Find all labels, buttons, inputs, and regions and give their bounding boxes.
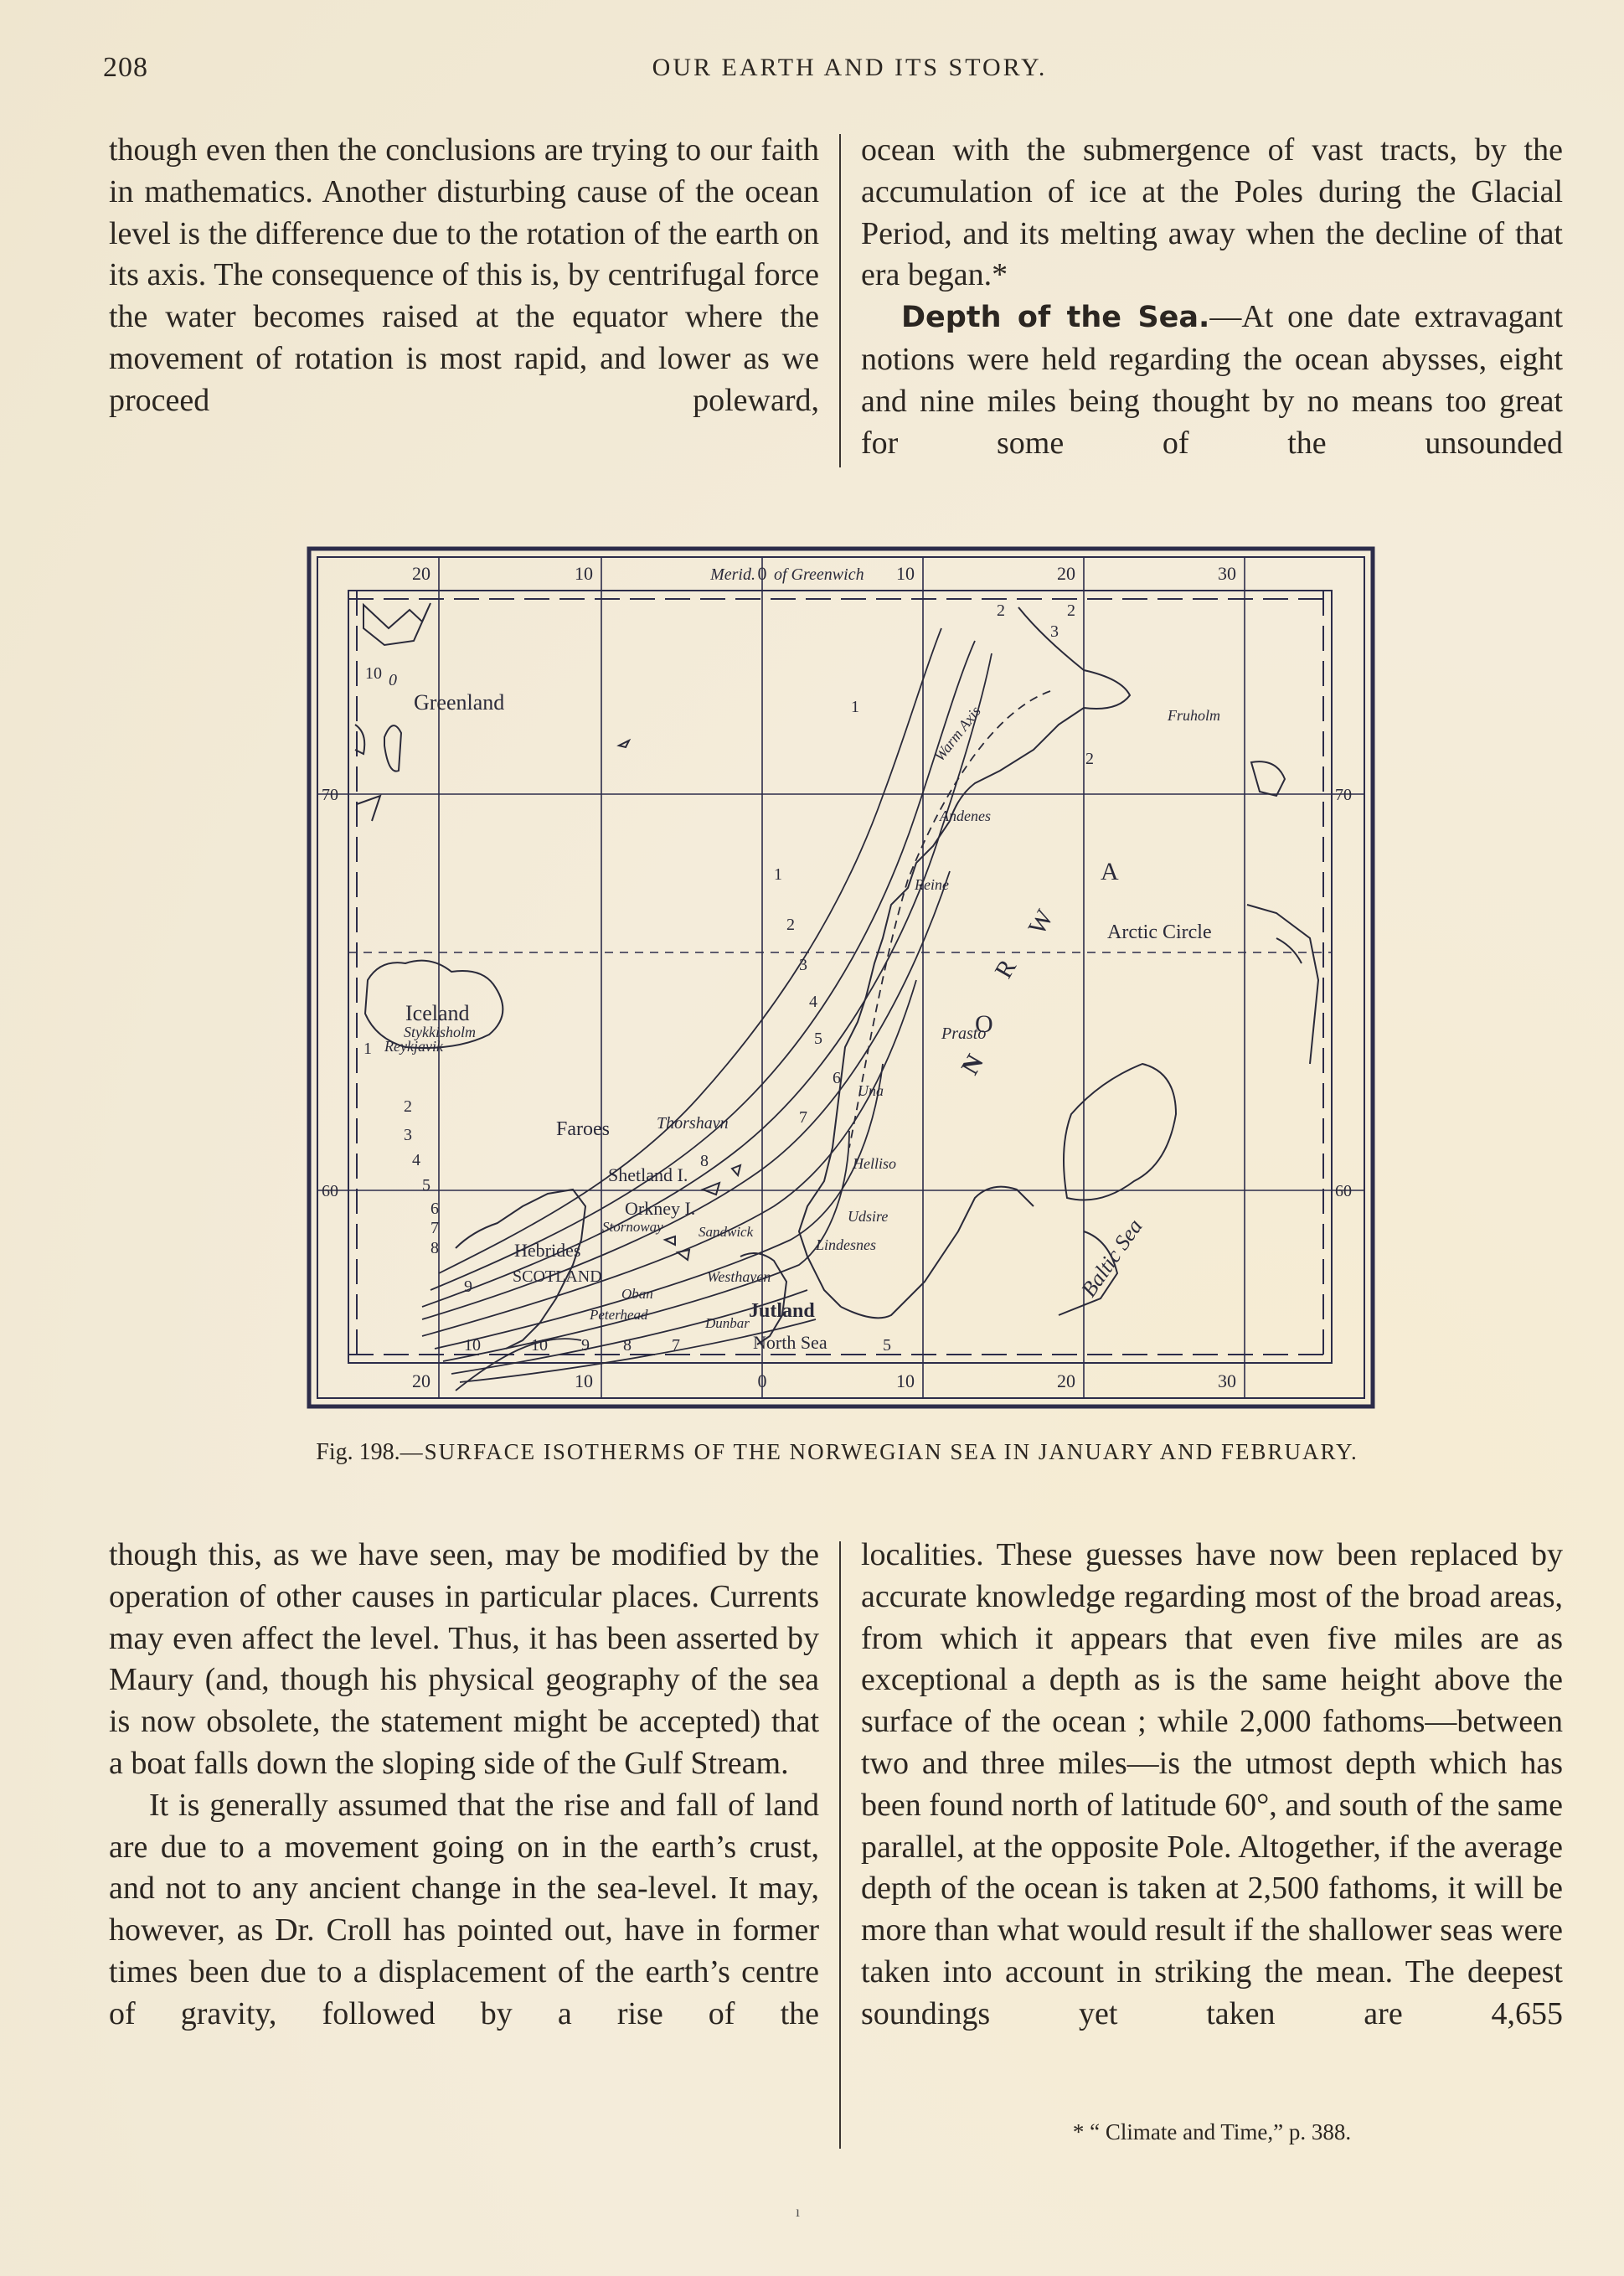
jan-mayen xyxy=(619,741,629,747)
bottom-tick-label: 20 xyxy=(1057,1370,1075,1391)
page-number: 208 xyxy=(103,52,148,83)
isotherm-label: 3 xyxy=(1050,622,1059,641)
isotherm-5 xyxy=(422,980,916,1336)
norway-letter: N xyxy=(956,1050,989,1080)
dunbar-label: Dunbar xyxy=(705,1315,750,1331)
peterhead-label: Peterhead xyxy=(590,1307,648,1323)
isotherm-label: 2 xyxy=(1067,601,1075,620)
bottom-tick-label: 10 xyxy=(575,1370,593,1391)
isotherm-map-figure xyxy=(305,544,1377,1411)
top-tick-label: 30 xyxy=(1218,563,1236,584)
section-heading: Depth of the Sea. xyxy=(901,301,1210,335)
prasto-label: Prasto xyxy=(941,1024,987,1043)
top-tick-label: 20 xyxy=(1057,563,1075,584)
running-head: OUR EARTH AND ITS STORY. xyxy=(652,54,1048,81)
top-tick-label: 10 xyxy=(575,563,593,584)
paragraph-text: —At one date extravagant notions were held regarding the ocean abysses, eight and nine miles being thought by no means too great for some of the unsounded xyxy=(861,299,1563,461)
una-label: Una xyxy=(858,1082,884,1099)
russia-coast xyxy=(1251,761,1302,963)
paragraph: localities. These guesses have now been replaced by accurate knowledge regarding most of the broad areas, from which it appears that even five miles are as exceptional a depth as is the same height above the surface of the ocean ; while 2,000 fathoms—between two and three miles—is the utmost depth which has been found north of latitude 60°, and south of the same parallel, at the opposite Pole. Altogether, if the average depth of the ocean is taken at 2,500 fathoms, it will be more than what would result if the shallower seas were taken into account in striking the mean. The deepest soundings yet taken are 4,655 xyxy=(861,1537,1563,2031)
helliso-label: Helliso xyxy=(853,1155,896,1172)
lindesnes-label: Lindesnes xyxy=(816,1236,876,1253)
footnote: * “ Climate and Time,” p. 388. xyxy=(1072,2119,1352,2144)
hebrides-label: Hebrides xyxy=(514,1240,581,1261)
norway-letter: A xyxy=(1101,858,1119,885)
faroes-label: Faroes xyxy=(556,1118,610,1140)
isotherm-label: 6 xyxy=(833,1069,841,1087)
greenland-sub: 0 xyxy=(389,671,397,689)
isotherm-label: 2 xyxy=(404,1097,412,1116)
bottom-tick-label: 0 xyxy=(757,1370,767,1391)
isotherm-label: 7 xyxy=(430,1219,439,1237)
isotherm-1 xyxy=(439,628,941,1273)
top-tick-label: 20 xyxy=(412,563,430,584)
column-bottom-left xyxy=(109,1535,819,2036)
paragraph: though even then the conclusions are trying to our faith in mathematics. Another disturbing cause of the ocean level is the difference due to the rotation of the earth on its axis. The consequence of this is, by centrifugal force the water becomes raised at the equator where the movement of rotation is most rapid, and lower as we proceed poleward, xyxy=(109,132,819,418)
udsire-label: Udsire xyxy=(848,1208,889,1225)
greenland-south-coast xyxy=(357,796,380,821)
norway-letter: W xyxy=(1023,905,1059,940)
isotherm-label: 3 xyxy=(799,956,807,974)
isotherm-label: 7 xyxy=(799,1108,807,1127)
isotherm-label: 1 xyxy=(774,865,782,884)
isotherm-label: 9 xyxy=(464,1277,472,1296)
isotherm-label: 7 xyxy=(672,1336,680,1355)
isotherm-label: 5 xyxy=(422,1176,430,1195)
north-sea-label: North Sea xyxy=(753,1332,827,1353)
isotherm-label: 8 xyxy=(623,1336,632,1355)
reine-label: Reine xyxy=(915,876,949,893)
bottom-tick-label: 10 xyxy=(896,1370,915,1391)
isotherm-label: 9 xyxy=(581,1336,590,1355)
isotherm-label: 4 xyxy=(412,1151,420,1169)
greenland-fjords xyxy=(355,725,401,772)
norway-letter: O xyxy=(975,1010,993,1038)
greenland-number: 10 xyxy=(365,664,382,683)
isotherm-label: 8 xyxy=(700,1152,709,1170)
westhaven-label: Westhaven xyxy=(707,1268,771,1285)
greenland-label: Greenland xyxy=(414,690,505,715)
paragraph: It is generally assumed that the rise and fall of land are due to a movement going on in the earth’s crust, and not to any ancient change in the sea-level. It may, however, as Dr. Croll has pointed out, have in former times been due to a displacement of the earth’s centre of gravity, followed by a rise of the xyxy=(109,1787,819,2031)
isotherm-label: 1 xyxy=(851,698,859,716)
isotherm-2 xyxy=(430,641,975,1290)
column-divider xyxy=(839,134,841,467)
isotherm-label: 10 xyxy=(464,1336,481,1355)
andenes-label: Andenes xyxy=(940,808,991,824)
oban-label: Oban xyxy=(621,1286,653,1302)
figure-caption xyxy=(0,1439,1624,1466)
warm-axis-line xyxy=(849,691,1050,1148)
isotherm-label: 2 xyxy=(786,916,795,934)
thorshavn-label: Thorshavn xyxy=(657,1114,729,1133)
isotherm-label: 2 xyxy=(997,601,1005,620)
isotherm-label: 10 xyxy=(531,1336,548,1355)
scotland-label: SCOTLAND xyxy=(513,1267,602,1286)
isotherm-label: 6 xyxy=(430,1200,439,1218)
column-divider xyxy=(839,1541,841,2149)
arctic-circle-label: Arctic Circle xyxy=(1107,921,1212,943)
isotherm-label: 1 xyxy=(363,1040,372,1058)
warm-axis-label: Warm Axis xyxy=(931,703,984,765)
greenwich-label: of Greenwich xyxy=(774,565,864,584)
stykkisholm-label: Stykkisholm xyxy=(404,1024,476,1040)
bottom-tick-label: 20 xyxy=(412,1370,430,1391)
isotherm-label: 3 xyxy=(404,1126,412,1144)
gulf-of-bothnia xyxy=(1064,1064,1176,1200)
orkney-label: Orkney I. xyxy=(625,1198,696,1219)
isotherm-label: 8 xyxy=(430,1239,439,1257)
printer-mark: ı xyxy=(796,2203,801,2220)
latitude-label: 70 xyxy=(1335,786,1352,804)
bottom-tick-label: 30 xyxy=(1218,1370,1236,1391)
jutland-label: Jutland xyxy=(749,1300,815,1322)
isotherm-label: 5 xyxy=(883,1336,891,1355)
sandwick-label: Sandwick xyxy=(699,1224,754,1240)
paragraph xyxy=(861,297,1563,464)
latitude-label: 60 xyxy=(1335,1182,1352,1200)
figure-label: Fig. 198. xyxy=(316,1439,400,1465)
isotherm-label: 5 xyxy=(814,1030,822,1048)
latitude-label: 70 xyxy=(322,786,338,804)
top-tick-label: 10 xyxy=(896,563,915,584)
top-tick-label: 0 xyxy=(757,563,767,584)
iceland-label: Iceland xyxy=(405,1001,470,1025)
paragraph: ocean with the submergence of vast tracts, by the accumulation of ice at the Poles during the Glacial Period, and its melting away when the decline of that era began.* xyxy=(861,132,1563,293)
column-top-right xyxy=(861,130,1563,464)
reykjavik-label: Reykjavik xyxy=(384,1038,443,1055)
stornoway-label: Stornoway xyxy=(602,1219,663,1235)
figure-caption-text: —SURFACE ISOTHERMS OF THE NORWEGIAN SEA IN JANUARY AND FEBRUARY. xyxy=(400,1439,1358,1464)
fruholm-label: Fruholm xyxy=(1168,707,1220,724)
greenland-coast xyxy=(363,603,430,645)
isotherm-label: 2 xyxy=(1085,750,1094,768)
isotherm-label: 4 xyxy=(809,993,817,1011)
column-bottom-right xyxy=(861,1535,1563,2036)
latitude-label: 60 xyxy=(322,1182,338,1200)
column-top-left xyxy=(109,130,819,422)
shetland-label: Shetland I. xyxy=(608,1164,688,1185)
baltic-sea-label: Baltic Sea xyxy=(1076,1214,1147,1302)
kola-coast xyxy=(1247,905,1318,1064)
meridian-label: Merid. xyxy=(710,565,755,584)
norway-letter: R xyxy=(989,954,1023,983)
isotherm-map xyxy=(305,544,1377,1411)
paragraph: though this, as we have seen, may be modified by the operation of other causes in particular places. Currents may even affect the level. Thus, it has been asserted by Maury (and, though his physical geography of the sea is now obsolete, the statement might be accepted) that a boat falls down the sloping side of the Gulf Stream. xyxy=(109,1537,819,1781)
